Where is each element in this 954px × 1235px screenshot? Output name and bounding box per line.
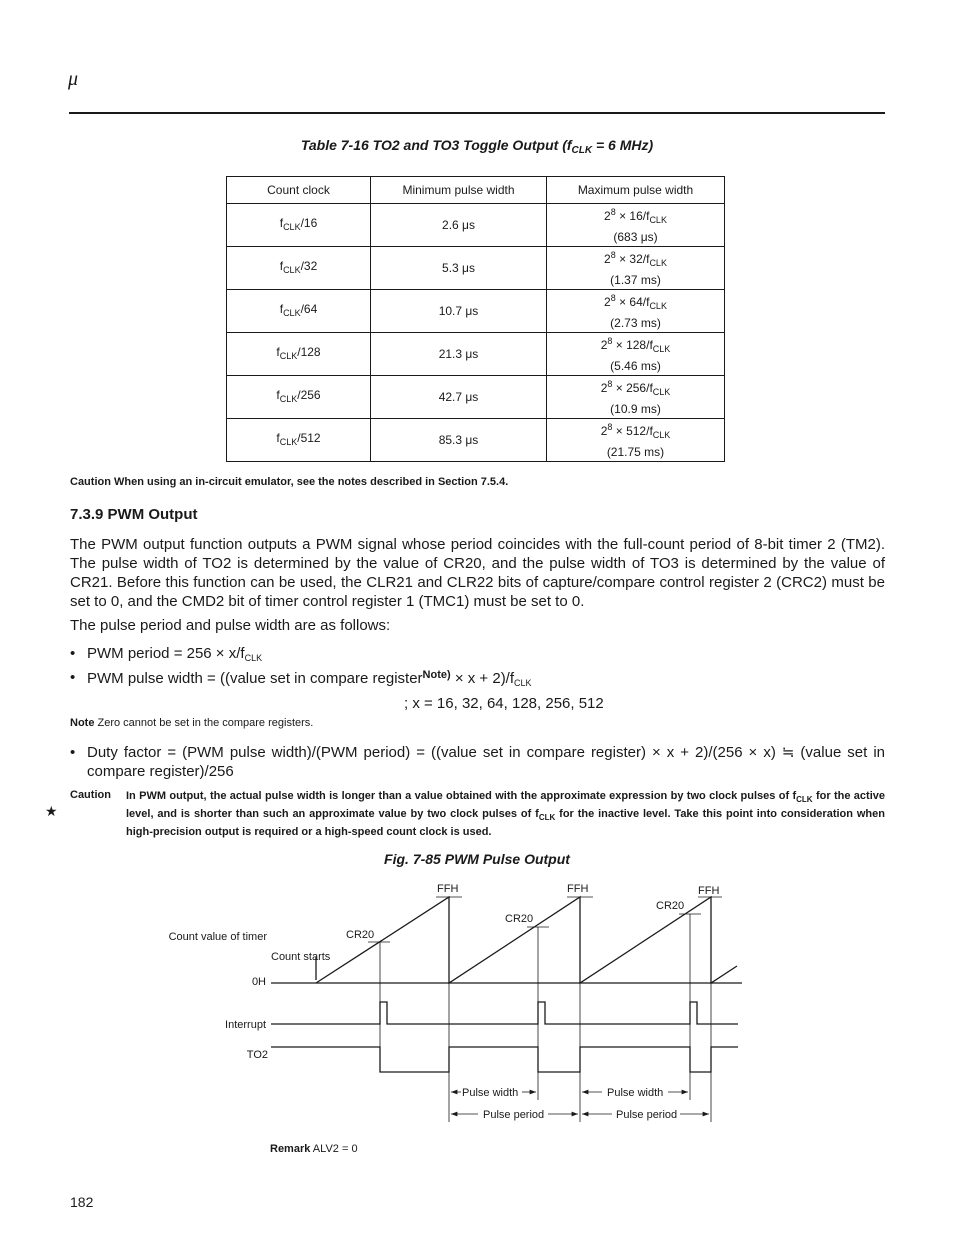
- cell-min-pulse: 42.7 μs: [371, 376, 547, 419]
- x-values: ; x = 16, 32, 64, 128, 256, 512: [404, 695, 604, 712]
- cell-min-pulse: 2.6 μs: [371, 204, 547, 247]
- label-cr20-3: CR20: [656, 900, 685, 912]
- caution-label: Caution: [70, 789, 111, 801]
- label-count-value: Count value of timer: [168, 931, 267, 943]
- caution-pulse-width: In PWM output, the actual pulse width is longer than a value obtained with the approximate expression by two clock pulses of $f_{CLK}$ for the active level, and is shorter than such an approximate value by two clock pulses of $f_{CLK}$ for the inactive level. Take this point into consideration when high-precision output is required or a high-speed count clock is used.: [126, 790, 885, 838]
- cell-count-clock: $f_{CLK}/512$: [227, 419, 371, 462]
- figure-title: Fig. 7-85 PWM Pulse Output: [384, 851, 570, 867]
- label-pulse-period-1: Pulse period: [483, 1109, 545, 1121]
- cell-min-pulse: 5.3 μs: [371, 247, 547, 290]
- to2-signal: [271, 1047, 738, 1072]
- label-ffh-1: FFH: [437, 883, 459, 895]
- label-cr20-1: CR20: [346, 929, 375, 941]
- page-number: 182: [70, 1194, 94, 1210]
- label-0h: 0H: [251, 976, 266, 988]
- caution-emulator: Caution When using an in-circuit emulator, see the notes described in Section 7.5.4.: [70, 476, 509, 488]
- cell-count-clock: $f_{CLK}/128$: [227, 333, 371, 376]
- cell-min-pulse: 21.3 μs: [371, 333, 547, 376]
- label-count-starts: Count starts: [271, 951, 331, 963]
- cell-min-pulse: 10.7 μs: [371, 290, 547, 333]
- mu-symbol: μ: [68, 68, 79, 90]
- label-pulse-width-1: Pulse width: [462, 1087, 519, 1099]
- label-ffh-2: FFH: [567, 883, 589, 895]
- cell-max-pulse: $2^8 \times 16/f_{CLK}$ (683 μs): [547, 204, 725, 247]
- note-compare: Note Zero cannot be set in the compare registers.: [70, 717, 314, 729]
- header-max-pulse: Maximum pulse width: [547, 177, 725, 204]
- label-pulse-width-2: Pulse width: [607, 1087, 664, 1099]
- table-title: Table 7-16 TO2 and TO3 Toggle Output ($f_{CLK} = 6$ MHz): [300, 137, 654, 156]
- cell-max-pulse: $2^8 \times 512/f_{CLK}$ (21.75 ms): [547, 419, 725, 462]
- label-ffh-3: FFH: [698, 885, 720, 897]
- paragraph-period-intro: The pulse period and pulse width are as follows:: [70, 617, 391, 634]
- cell-count-clock: $f_{CLK}/32$: [227, 247, 371, 290]
- paragraph-pwm-description: The PWM output function outputs a PWM signal whose period coincides with the full-count period of 8-bit timer 2 (TM2). The pulse width of TO2 is determined by the value of CR20, and the pulse width of TO3 is determined by the value of CR21. Before this function can be used, the CLR21 and CLR22 bits of capture/compare control register 2 (CRC2) must be set to 0, and the CMD2 bit of timer control register 1 (TMC1) must be set to 0.: [70, 536, 885, 610]
- cell-max-pulse: $2^8 \times 32/f_{CLK}$ (1.37 ms): [547, 247, 725, 290]
- cell-count-clock: $f_{CLK}/64$: [227, 290, 371, 333]
- section-title: 7.3.9 PWM Output: [70, 506, 198, 523]
- cell-max-pulse: $2^8 \times 256/f_{CLK}$ (10.9 ms): [547, 376, 725, 419]
- interrupt-signal: [271, 1002, 738, 1024]
- header-min-pulse: Minimum pulse width: [371, 177, 547, 204]
- label-to2: TO2: [246, 1049, 268, 1061]
- label-interrupt: Interrupt: [225, 1019, 266, 1031]
- cell-count-clock: $f_{CLK}/16$: [227, 204, 371, 247]
- label-cr20-2: CR20: [505, 913, 534, 925]
- header-count-clock: Count clock: [227, 177, 371, 204]
- cell-count-clock: $f_{CLK}/256$: [227, 376, 371, 419]
- cell-max-pulse: $2^8 \times 128/f_{CLK}$ (5.46 ms): [547, 333, 725, 376]
- cell-max-pulse: $2^8 \times 64/f_{CLK}$ (2.73 ms): [547, 290, 725, 333]
- star-icon: ★: [45, 803, 58, 819]
- cell-min-pulse: 85.3 μs: [371, 419, 547, 462]
- remark: Remark ALV2 = 0: [270, 1143, 358, 1155]
- label-pulse-period-2: Pulse period: [616, 1109, 678, 1121]
